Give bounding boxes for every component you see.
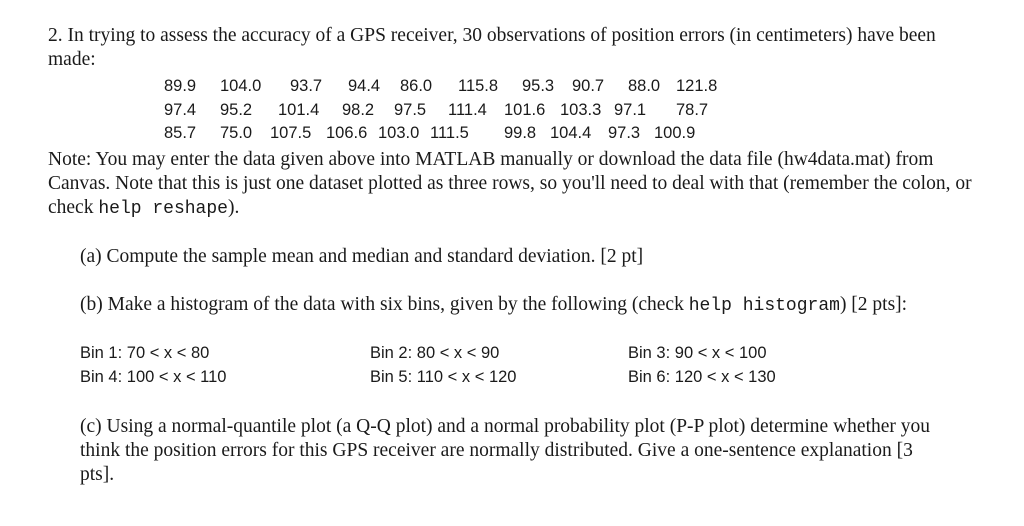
bin-item: Bin 1: 70 < x < 80 [80, 344, 210, 362]
data-cell: 98.2 [342, 100, 375, 119]
bin-row [80, 341, 776, 365]
bin-row [80, 365, 776, 389]
part-b-code: help histogram [688, 296, 840, 316]
data-cell: 106.6 [326, 124, 368, 142]
data-cell: 111.5 [430, 124, 469, 142]
data-cell: 93.7 [290, 77, 323, 95]
part-b-end: ) [2 pts]: [839, 294, 908, 315]
bin-item: Bin 4: 100 < x < 110 [80, 368, 227, 386]
data-cell: 97.3 [608, 124, 641, 142]
data-cell: 89.9 [164, 77, 197, 95]
data-row [164, 75, 732, 99]
data-cell: 85.7 [164, 124, 197, 142]
data-cell: 107.5 [270, 124, 312, 142]
data-cell: 99.8 [504, 124, 537, 142]
problem-intro: 2. In trying to assess the accuracy of a GPS receiver, 30 observations of position errors (in centimeters) have been made: [48, 25, 936, 70]
bin-item: Bin 5: 110 < x < 120 [370, 368, 517, 386]
data-row [164, 99, 732, 123]
data-cell: 111.4 [448, 100, 487, 119]
data-cell: 97.1 [614, 100, 647, 119]
part-b-text: (b) Make a histogram of the data with six bins, given by the following (check [80, 294, 689, 315]
part-b [80, 293, 940, 318]
note-paragraph [48, 148, 978, 221]
data-table [164, 75, 732, 146]
data-cell: 103.0 [378, 124, 420, 142]
part-c: (c) Using a normal-quantile plot (a Q-Q plot) and a normal probability plot (P-P plot) determine whether you think the position errors for this GPS receiver are normally distributed. Give a one-sentence explanation [3 pts]. [80, 416, 931, 485]
data-row [164, 122, 732, 146]
data-cell: 90.7 [572, 77, 605, 95]
data-cell: 94.4 [348, 77, 381, 95]
data-cell: 75.0 [220, 124, 253, 142]
data-cell: 86.0 [400, 77, 433, 95]
bin-item: Bin 2: 80 < x < 90 [370, 344, 500, 362]
data-cell: 97.5 [394, 100, 427, 119]
data-cell: 115.8 [458, 77, 499, 95]
data-cell: 95.2 [220, 100, 253, 119]
data-cell: 100.9 [654, 124, 696, 142]
note-code: help reshape [98, 199, 228, 219]
part-a: (a) Compute the sample mean and median and standard deviation. [2 pt] [80, 246, 644, 267]
data-cell: 78.7 [676, 100, 709, 119]
bin-item: Bin 3: 90 < x < 100 [628, 344, 767, 362]
note-text: Note: You may enter the data given above into MATLAB manually or download the data file (hw4data.mat) from Canvas. Note that this is just one dataset plotted as three rows, so you'll need to deal with that (remember the colon, or check [48, 149, 972, 218]
data-cell: 101.4 [278, 100, 320, 119]
data-cell: 103.3 [560, 100, 602, 119]
data-cell: 121.8 [676, 77, 718, 95]
data-cell: 95.3 [522, 77, 555, 95]
data-cell: 101.6 [504, 100, 546, 119]
data-cell: 88.0 [628, 77, 661, 95]
data-cell: 104.4 [550, 124, 592, 142]
bin-list [80, 341, 776, 389]
note-end: ). [227, 197, 240, 218]
data-cell: 104.0 [220, 77, 262, 95]
data-cell: 97.4 [164, 100, 197, 119]
bin-item: Bin 6: 120 < x < 130 [628, 368, 776, 386]
